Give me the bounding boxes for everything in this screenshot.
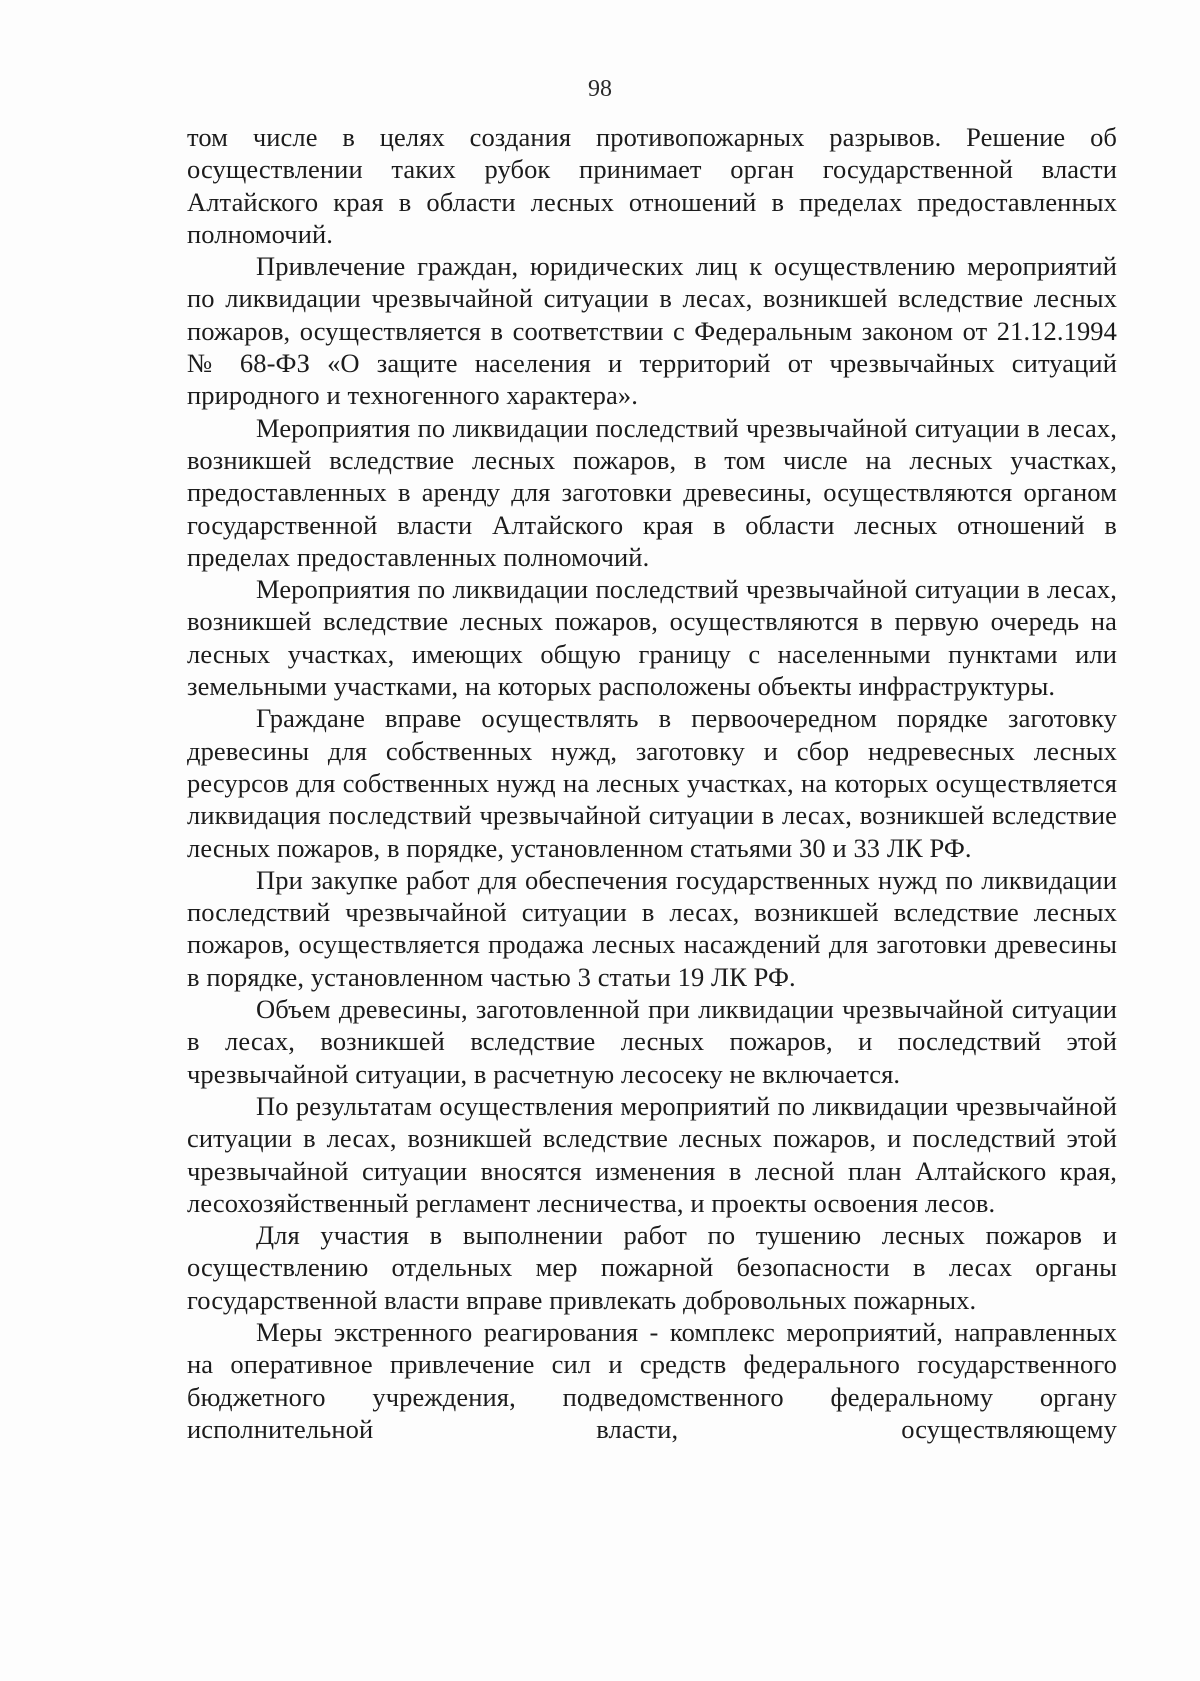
page-number: 98: [588, 76, 612, 102]
paragraph-continuation: том числе в целях создания противопожарных разрывов. Решение об осуществлении таких рубок принимает орган государственной власти Алтайского края в области лесных отношений в пределах предоставленных полномочий.: [187, 122, 1117, 249]
document-body: [187, 121, 1117, 1445]
paragraph: При закупке работ для обеспечения государственных нужд по ликвидации последствий чрезвычайной ситуации в лесах, возникшей вследствие лесных пожаров, осуществляется продажа лесных насаждений для заготовки древесины в порядке, установленном частью 3 статьи 19 ЛК РФ.: [187, 864, 1117, 992]
paragraph: По результатам осуществления мероприятий по ликвидации чрезвычайной ситуации в лесах, возникшей вследствие лесных пожаров, и последствий этой чрезвычайной ситуации вносятся изменения в лесной план Алтайского края, лесохозяйственный регламент лесничества, и проекты освоения лесов.: [187, 1090, 1117, 1218]
paragraph-truncated: Меры экстренного реагирования - комплекс мероприятий, направленных на оперативное привлечение сил и средств федерального государственного бюджетного учреждения, подведомственного федеральному органу исполнительной власти, осуществляющему: [187, 1316, 1117, 1444]
paragraph: Мероприятия по ликвидации последствий чрезвычайной ситуации в лесах, возникшей вследствие лесных пожаров, осуществляются в первую очередь на лесных участках, имеющих общую границу с населенными пунктами или земельными участками, на которых расположены объекты инфраструктуры.: [187, 574, 1117, 702]
paragraph: Привлечение граждан, юридических лиц к осуществлению мероприятий по ликвидации чрезвычайной ситуации в лесах, возникшей вследствие лесных пожаров, осуществляется в соответствии с Федеральным законом от 21.12.1994 № 68-ФЗ «О защите населения и территорий от чрезвычайных ситуаций природного и техногенного характера».: [187, 251, 1117, 411]
paragraph: Объем древесины, заготовленной при ликвидации чрезвычайной ситуации в лесах, возникшей вследствие лесных пожаров, и последствий этой чрезвычайной ситуации, в расчетную лесосеку не включается.: [187, 994, 1117, 1089]
paragraph: Мероприятия по ликвидации последствий чрезвычайной ситуации в лесах, возникшей вследствие лесных пожаров, в том числе на лесных участках, предоставленных в аренду для заготовки древесины, осуществляются органом государственной власти Алтайского края в области лесных отношений в пределах предоставленных полномочий.: [187, 412, 1117, 572]
paragraph: Граждане вправе осуществлять в первоочередном порядке заготовку древесины для собственных нужд, заготовку и сбор недревесных лесных ресурсов для собственных нужд на лесных участках, на которых осуществляется ликвидация последствий чрезвычайной ситуации в лесах, возникшей вследствие лесных пожаров, в порядке, установленном статьями 30 и 33 ЛК РФ.: [187, 703, 1117, 863]
paragraph: Для участия в выполнении работ по тушению лесных пожаров и осуществлению отдельных мер пожарной безопасности в лесах органы государственной власти вправе привлекать добровольных пожарных.: [187, 1220, 1117, 1315]
